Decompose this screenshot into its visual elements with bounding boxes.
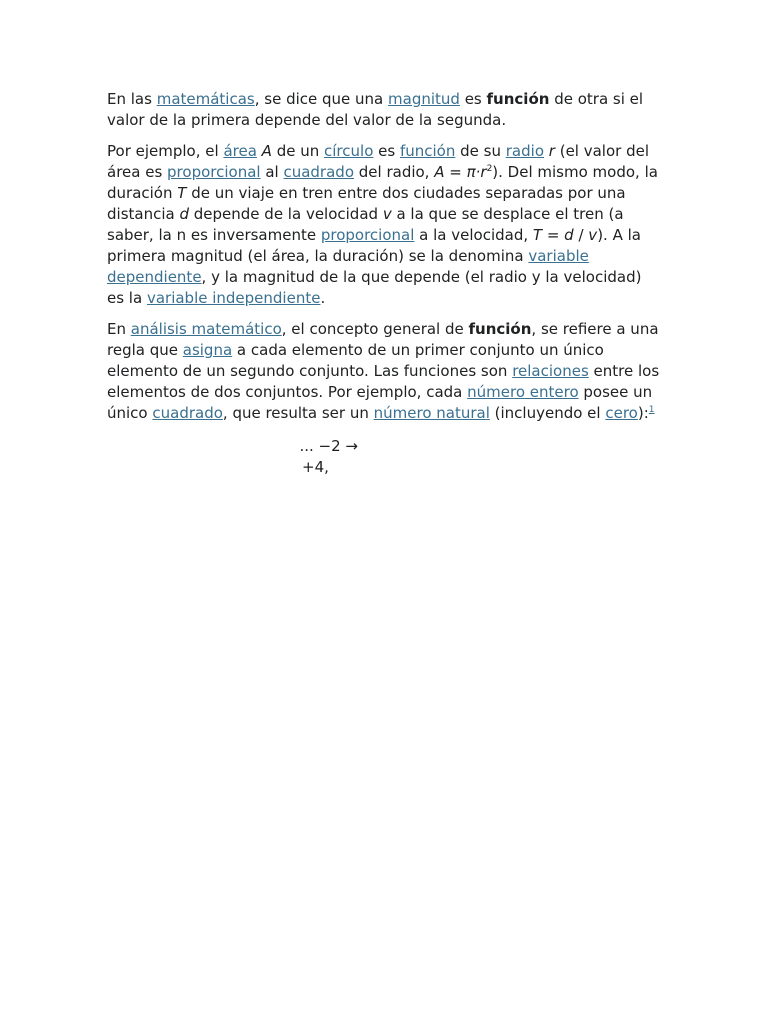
- text: ):: [637, 404, 649, 422]
- mapping-bottom: +4,: [302, 458, 329, 476]
- text: al: [260, 163, 284, 181]
- squares-mapping: [285, 436, 663, 478]
- text: del radio,: [354, 163, 435, 181]
- text: , se dice que una: [254, 90, 389, 108]
- link-magnitud[interactable]: magnitud: [388, 90, 460, 108]
- text: .: [320, 289, 326, 307]
- term-funcion: función: [486, 90, 550, 108]
- link-area[interactable]: área: [223, 142, 257, 160]
- exponent: 2: [486, 164, 493, 174]
- text: , y la magnitud de la que depende (el radio y la velocidad) es la: [107, 268, 642, 307]
- link-analisis-matematico[interactable]: análisis matemático: [130, 320, 282, 338]
- analysis-paragraph: [107, 319, 663, 424]
- text: (el valor del área es: [107, 142, 650, 181]
- link-numero-natural[interactable]: número natural: [373, 404, 490, 422]
- article-body: [107, 89, 663, 478]
- mapping-top: ... −2 →: [299, 437, 358, 455]
- example-paragraph: [107, 141, 663, 309]
- var: v: [382, 205, 392, 223]
- link-radio[interactable]: radio: [505, 142, 544, 160]
- text: En las: [107, 90, 157, 108]
- link-variable-dependiente[interactable]: variable dependiente: [107, 247, 589, 286]
- text: es: [373, 142, 400, 160]
- footnote-ref-1[interactable]: 1: [648, 405, 655, 415]
- text: es: [459, 90, 487, 108]
- text: a cada elemento de un primer conjunto un único elemento de un segundo conjunto. Las funciones son: [107, 341, 604, 380]
- link-numero-entero[interactable]: número entero: [467, 383, 579, 401]
- text: de un viaje en tren entre dos ciudades separadas por una distancia: [107, 184, 626, 223]
- link-relaciones[interactable]: relaciones: [512, 362, 589, 380]
- link-cuadrado[interactable]: cuadrado: [283, 163, 354, 181]
- term-funcion: función: [468, 320, 532, 338]
- var: π·r: [466, 163, 487, 181]
- link-funcion[interactable]: función: [399, 142, 456, 160]
- text: a la velocidad,: [414, 226, 533, 244]
- var: d: [179, 205, 189, 223]
- var: A: [261, 142, 272, 160]
- text: =: [542, 226, 565, 244]
- text: , el concepto general de: [281, 320, 469, 338]
- link-asigna[interactable]: asigna: [182, 341, 233, 359]
- link-proporcional[interactable]: proporcional: [167, 163, 261, 181]
- var: v: [588, 226, 598, 244]
- text: En: [107, 320, 131, 338]
- text: a la que se desplace el tren (a saber, la n es inversamente: [107, 205, 624, 244]
- text: depende de la velocidad: [189, 205, 383, 223]
- var: T: [177, 184, 187, 202]
- link-cero[interactable]: cero: [605, 404, 638, 422]
- link-proporcional-2[interactable]: proporcional: [320, 226, 415, 244]
- var: r: [548, 142, 555, 160]
- link-cuadrado-2[interactable]: cuadrado: [152, 404, 223, 422]
- text: =: [444, 163, 467, 181]
- text: , se refiere a una regla que: [107, 320, 659, 359]
- text: de un: [271, 142, 325, 160]
- text: de su: [455, 142, 506, 160]
- var: T: [532, 226, 543, 244]
- var: d: [564, 226, 574, 244]
- intro-paragraph: [107, 89, 663, 131]
- link-circulo[interactable]: círculo: [324, 142, 374, 160]
- var: A: [434, 163, 445, 181]
- text: (incluyendo el: [489, 404, 606, 422]
- text: de otra si el valor de la primera depende del valor de la segunda.: [107, 90, 644, 129]
- text: /: [573, 226, 589, 244]
- text: posee un único: [107, 383, 653, 422]
- link-variable-independiente[interactable]: variable independiente: [146, 289, 321, 307]
- text: entre los elementos de dos conjuntos. Por ejemplo, cada: [107, 362, 660, 401]
- text: ). Del mismo modo, la duración: [107, 163, 658, 202]
- text: ). A la primera magnitud (el área, la duración) se la denomina: [107, 226, 641, 265]
- text: , que resulta ser un: [222, 404, 374, 422]
- text: Por ejemplo, el: [107, 142, 224, 160]
- mapping-cell: [343, 436, 470, 478]
- link-matematicas[interactable]: matemáticas: [156, 90, 255, 108]
- squares-row-1: [285, 436, 663, 478]
